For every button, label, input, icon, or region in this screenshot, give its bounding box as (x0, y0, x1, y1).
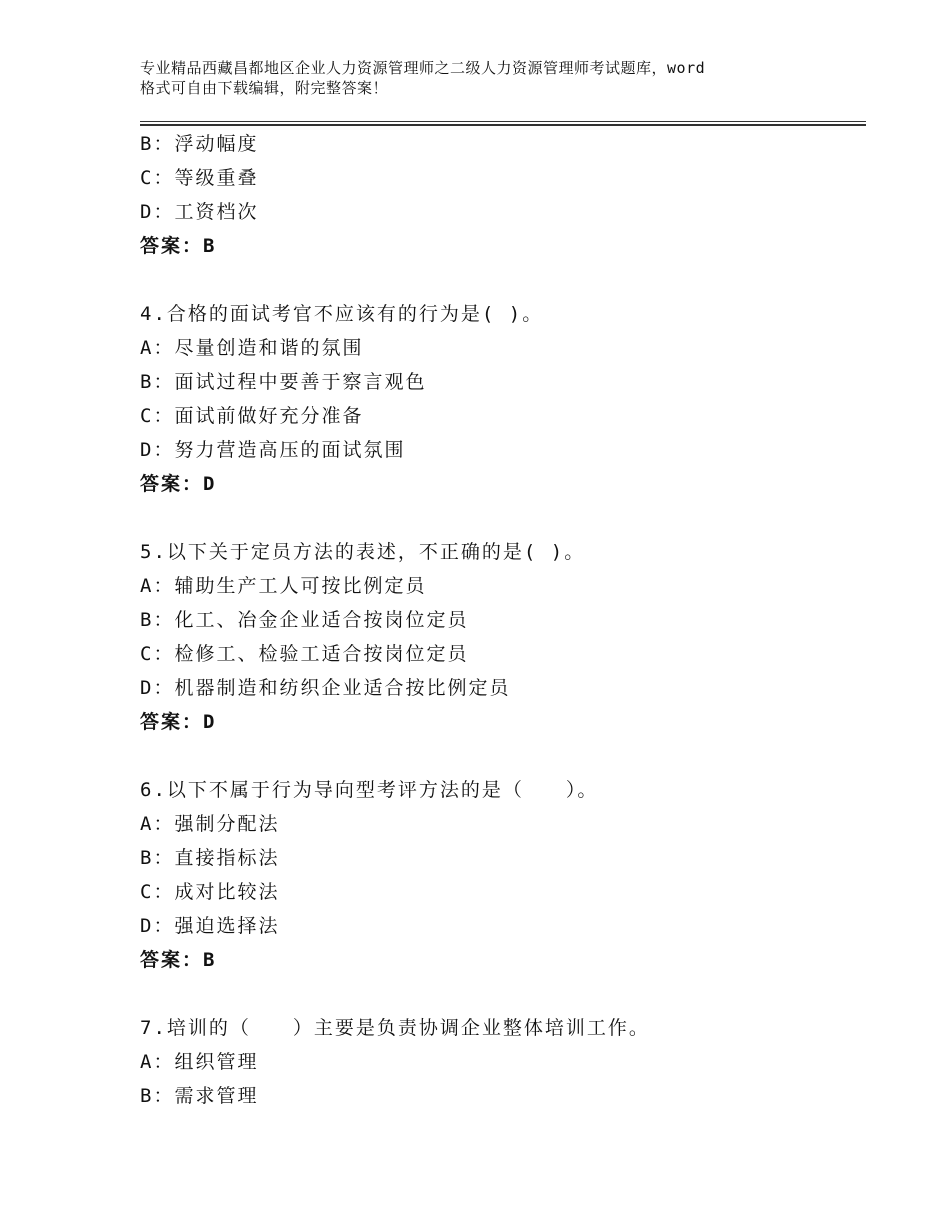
option-d: D：机器制造和纺织企业适合按比例定员 (140, 677, 511, 699)
option-a: A：辅助生产工人可按比例定员 (140, 575, 427, 597)
answer-label: 答案：D (140, 711, 217, 733)
option-b: B：化工、冶金企业适合按岗位定员 (140, 609, 469, 631)
header-title-line-2: 格式可自由下载编辑，附完整答案！ (140, 79, 389, 97)
question-list (140, 127, 860, 1113)
question-stem: 4.合格的面试考官不应该有的行为是( )。 (140, 303, 544, 325)
question-3-tail (140, 127, 860, 263)
question-stem: 5.以下关于定员方法的表述，不正确的是( )。 (140, 541, 586, 563)
question-4 (140, 297, 860, 501)
spacer (140, 501, 860, 535)
question-stem: 7.培训的（ ）主要是负责协调企业整体培训工作。 (140, 1017, 650, 1039)
option-c: C：检修工、检验工适合按岗位定员 (140, 643, 469, 665)
spacer (140, 977, 860, 1011)
option-c: C：面试前做好充分准备 (140, 405, 364, 427)
spacer (140, 739, 860, 773)
option-c: C：等级重叠 (140, 167, 259, 189)
option-a: A：强制分配法 (140, 813, 280, 835)
header-divider-thin (140, 121, 866, 122)
option-b: B：面试过程中要善于察言观色 (140, 371, 427, 393)
spacer (140, 263, 860, 297)
answer-label: 答案：B (140, 235, 217, 257)
option-b: B：需求管理 (140, 1085, 259, 1107)
document-header (140, 58, 840, 98)
question-stem: 6.以下不属于行为导向型考评方法的是（ ）。 (140, 779, 599, 801)
header-divider-thick (140, 124, 866, 126)
option-a: A：组织管理 (140, 1051, 259, 1073)
option-b: B：直接指标法 (140, 847, 280, 869)
question-6 (140, 773, 860, 977)
option-d: D：强迫选择法 (140, 915, 280, 937)
question-5 (140, 535, 860, 739)
option-d: D：工资档次 (140, 201, 259, 223)
header-title-line-1: 专业精品西藏昌都地区企业人力资源管理师之二级人力资源管理师考试题库，word (140, 59, 706, 77)
option-d: D：努力营造高压的面试氛围 (140, 439, 406, 461)
question-7 (140, 1011, 860, 1113)
option-b: B：浮动幅度 (140, 133, 259, 155)
answer-label: 答案：B (140, 949, 217, 971)
answer-label: 答案：D (140, 473, 217, 495)
option-c: C：成对比较法 (140, 881, 280, 903)
option-a: A：尽量创造和谐的氛围 (140, 337, 364, 359)
